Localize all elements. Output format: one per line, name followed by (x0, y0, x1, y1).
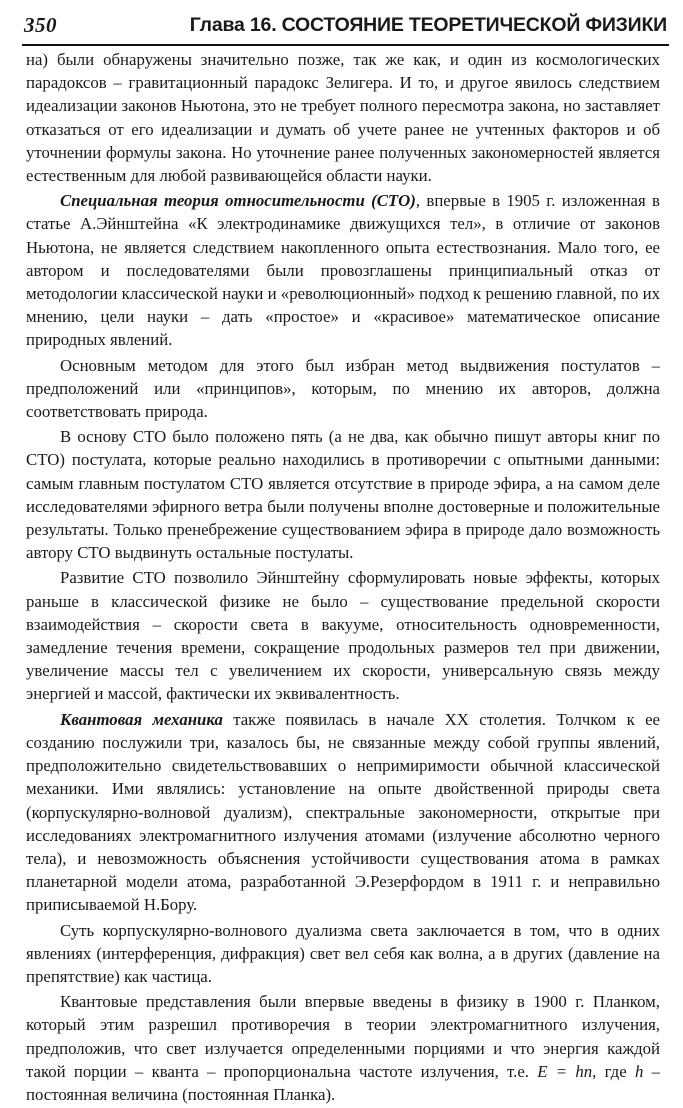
paragraph-text: В основу СТО было положено пять (а не два, как обычно пишут авторы книг по СТО) постулата, которые реально находились в противоречии с опытными данными: самым главным постулатом СТО является отсутствие в природе эфира, а на самом деле исследователями эфирного ветра были получены вполне достоверные и положительные результаты. Только пренебрежение существованием эфира в природе дало возможность автору СТО выдвинуть остальные постулаты. (26, 427, 660, 563)
paragraph-continuation (26, 48, 660, 187)
paragraph-postulates-method (26, 354, 660, 424)
symbol-h: h (634, 1061, 644, 1081)
paragraph-quantum-mechanics (26, 708, 660, 917)
formula-planck: E = hn (537, 1061, 593, 1081)
paragraph-text: Развитие СТО позволило Эйнштейну сформулировать новые эффекты, которых раньше в классической физике не было – существование предельной скорости взаимодействия – скорости света в вакууме, относительность одновременности, замедление течения времени, сокращение продольных размеров тел при движении, увеличение массы тел с увеличением их скорости, универсальную связь между энергией и массой, фактически их эквивалентность. (26, 568, 660, 704)
paragraph-text: – постоянная величина (постоянная Планка). (26, 1061, 660, 1104)
term-quantum-mechanics: Квантовая механика (60, 709, 223, 729)
page-number: 350 (24, 13, 57, 37)
paragraph-text: также появилась в начале XX столетия. Толчком к ее созданию послужили три, казалось бы, не связанные между собой группы явлений, предположительно свидетельствовавших о непримиримости обычной классической механики. Ими являлись: установление на опыте двойственной природы света (корпускулярно-волновой дуализм), спектральные закономерности, открытые при исследованиях электромагнитного излучения атомами (излучение абсолютно черного тела), и невозможность объяснения устойчивости существования атома в рамках планетарной модели атома, разработанной Э.Резерфордом в 1911 г. и неправильно приписываемой Н.Бору. (26, 709, 660, 915)
paragraph-planck (26, 990, 660, 1106)
paragraph-text: , впервые в 1905 г. изложенная в статье А.Эйнштейна «К электродинамике движущихся тел», в отличие от законов Ньютона, не является следствием накопленного опыта естествознания. Мало того, ее автором и последователями были провозглашены принципиальный отказ от методологии классической науки и «революционный» подход к решению главной, по их мнению, цели науки – дать «простое» и «красивое» математическое описание природных явлений. (26, 191, 660, 350)
paragraph-text: Квантовые представления были впервые введены в физику в 1900 г. Планком, который этим разрешил противоречия в теории электромагнитного излучения, предположив, что свет излучается определенными порциями и что энергия каждой такой порции – кванта – пропорциональна частоте излучения, т.е. (26, 992, 660, 1081)
paragraph-text: Суть корпускулярно-волнового дуализма света заключается в том, что в одних явлениях (интерференция, дифракция) свет вел себя как волна, а в других (давление на препятствие) как частица. (26, 920, 660, 986)
chapter-title: Глава 16. СОСТОЯНИЕ ТЕОРЕТИЧЕСКОЙ ФИЗИКИ (189, 14, 667, 36)
paragraph-sto-effects (26, 566, 660, 705)
running-header (22, 10, 669, 46)
paragraph-sto (26, 189, 660, 351)
paragraph-five-postulates (26, 425, 660, 564)
paragraph-text: на) были обнаружены значительно позже, так же как, и один из космологических парадоксов – гравитационный парадокс Зелигера. И то, и другое явилось следствием идеализации законов Ньютона, это не требует полного пересмотра закона, но заставляет отказаться от его идеализации и думать об учете ранее не учтенных факторов и об уточнении формулы закона. Но уточнение ранее полученных закономерностей является естественным для любой развивающейся области науки. (26, 50, 660, 186)
paragraph-wave-particle (26, 919, 660, 989)
paragraph-text: Основным методом для этого был избран метод выдвижения постулатов – предположений или «принципов», которым, по мнению их авторов, должна соответствовать природа. (26, 355, 660, 422)
body-text (26, 48, 660, 1108)
term-sto: Специальная теория относительности (СТО) (60, 191, 416, 211)
paragraph-text: , где (592, 1061, 635, 1081)
